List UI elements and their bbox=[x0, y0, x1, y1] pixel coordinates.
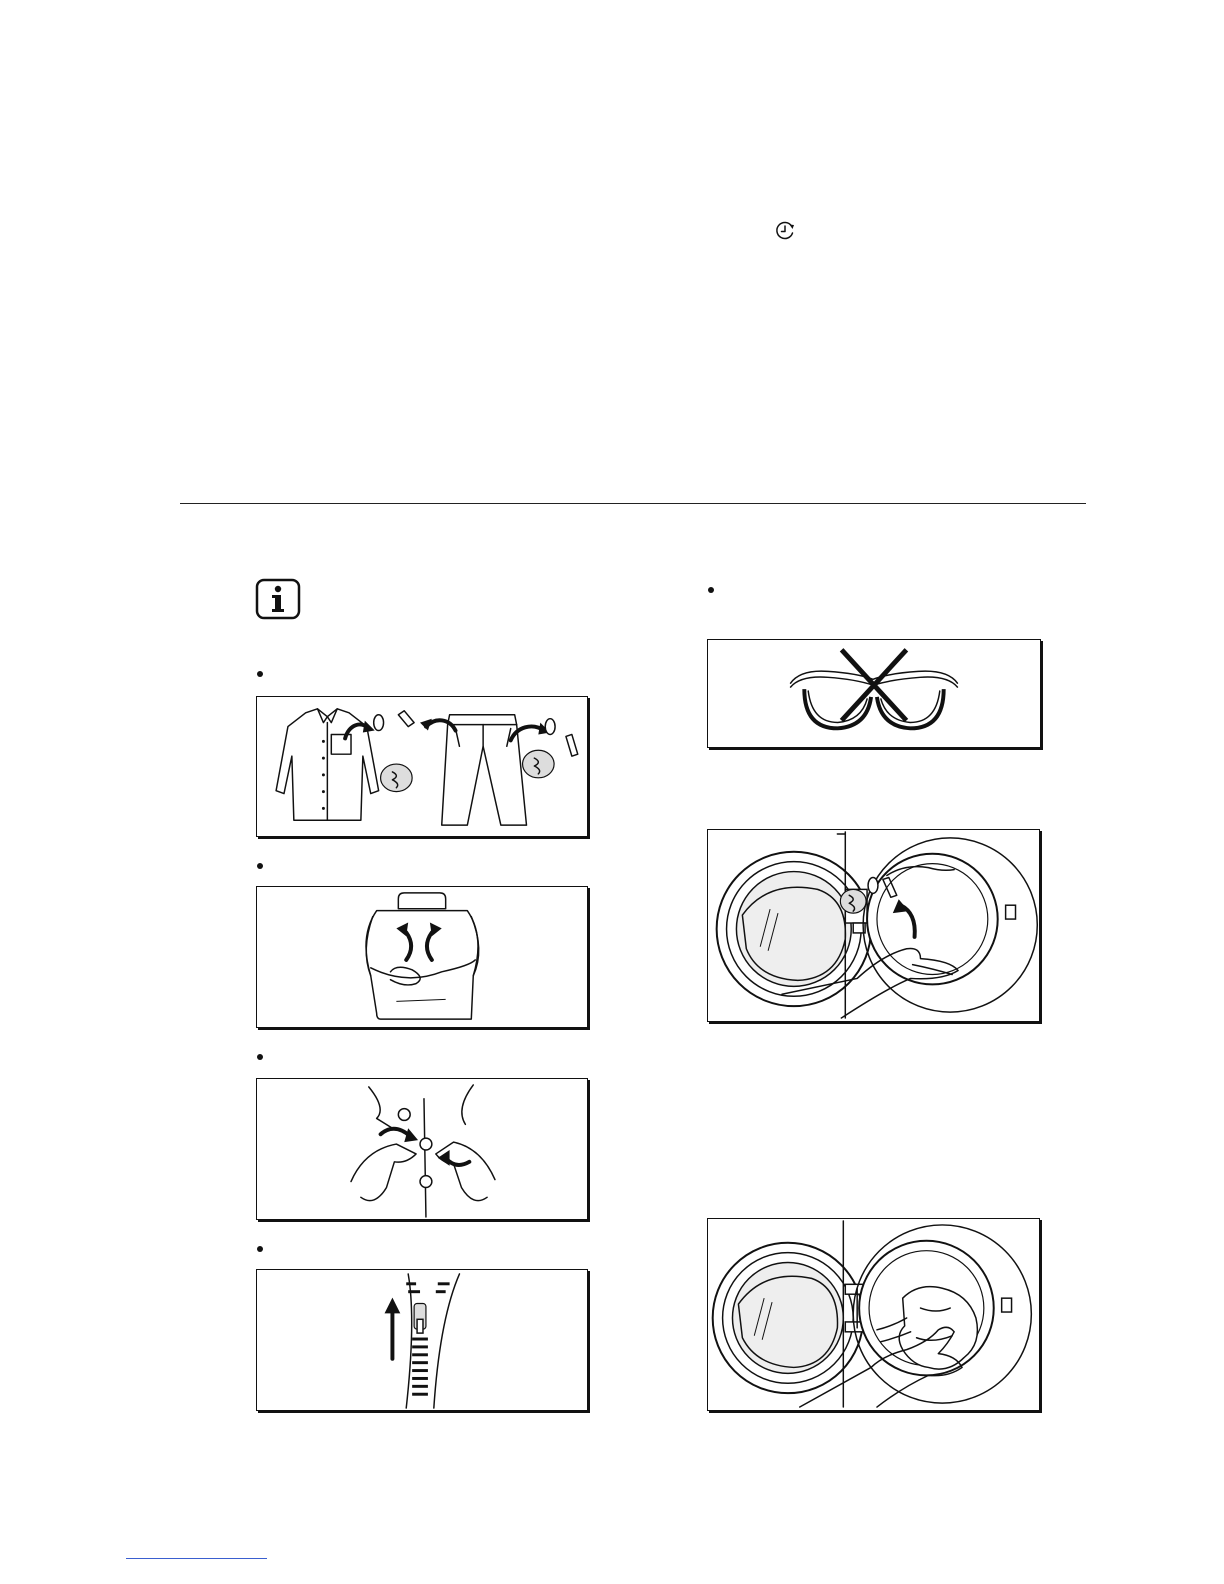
timer-icon bbox=[774, 220, 796, 242]
figure-no-bra-wires bbox=[707, 639, 1041, 748]
footnote-rule bbox=[126, 1558, 267, 1559]
figure-tie-strings bbox=[256, 886, 588, 1028]
figure-check-door-seal bbox=[707, 829, 1040, 1022]
bullet-buttons bbox=[257, 1054, 263, 1060]
figure-load-laundry bbox=[707, 1218, 1040, 1411]
section-divider bbox=[180, 503, 1086, 504]
bullet-apron bbox=[257, 863, 263, 869]
figure-close-zip bbox=[256, 1269, 588, 1411]
bullet-pockets bbox=[257, 671, 263, 677]
bullet-zips bbox=[257, 1246, 263, 1252]
figure-fasten-buttons bbox=[256, 1078, 588, 1220]
bullet-bra bbox=[708, 587, 714, 593]
figure-empty-pockets bbox=[256, 696, 588, 837]
info-icon bbox=[255, 578, 301, 620]
